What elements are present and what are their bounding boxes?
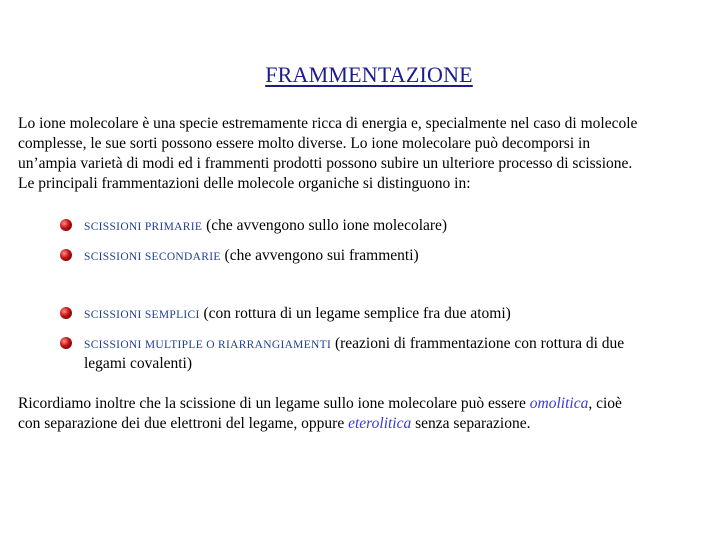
- closing-text: Ricordiamo inoltre che la scissione di un legame sullo ione molecolare può essere: [18, 395, 530, 412]
- bullet-term: SCISSIONI MULTIPLE O RIARRANGIAMENTI: [84, 339, 332, 351]
- bullet-desc: (reazioni di frammentazione con rottura di due: [331, 335, 625, 352]
- intro-line: Lo ione molecolare è una specie estremamente ricca di energia e, specialmente nel caso di molecole: [18, 115, 638, 132]
- keyword-eterolitica: eterolitica: [348, 415, 412, 432]
- bullet-dot-icon: [60, 249, 72, 261]
- closing-text: , cioè: [588, 395, 622, 412]
- closing-line: [18, 414, 718, 434]
- intro-line: complesse, le sue sorti possono essere molto diverse. Lo ione molecolare può decomporsi in: [18, 135, 591, 152]
- bullet-dot-icon: [60, 337, 72, 349]
- intro-line: un’ampia varietà di modi ed i frammenti prodotti possono subire un ulteriore processo di scissione.: [18, 155, 633, 172]
- closing-text: con separazione dei due elettroni del legame, oppure: [18, 415, 349, 432]
- bullet-dot-icon: [60, 219, 72, 231]
- bullet-term: SCISSIONI SECONDARIE: [84, 251, 221, 263]
- closing-paragraph: [18, 394, 718, 434]
- intro-line: Le principali frammentazioni delle molecole organiche si distinguono in:: [18, 175, 471, 192]
- closing-line: [18, 394, 718, 414]
- intro-paragraph: [18, 114, 718, 194]
- bullet-desc: (che avvengono sui frammenti): [220, 247, 419, 264]
- keyword-omolitica: omolitica: [529, 395, 589, 412]
- bullet-term: SCISSIONI PRIMARIE: [84, 221, 203, 233]
- bullet-desc: (che avvengono sullo ione molecolare): [202, 217, 448, 234]
- bullet-term: SCISSIONI SEMPLICI: [84, 309, 200, 321]
- title-text: FRAMMENTAZIONE: [265, 62, 473, 87]
- closing-text: senza separazione.: [411, 415, 531, 432]
- bullet-desc: (con rottura di un legame semplice fra due atomi): [199, 305, 511, 322]
- bullet-desc-continuation: legami covalenti): [84, 355, 193, 372]
- bullet-dot-icon: [60, 307, 72, 319]
- page-title: [0, 62, 720, 88]
